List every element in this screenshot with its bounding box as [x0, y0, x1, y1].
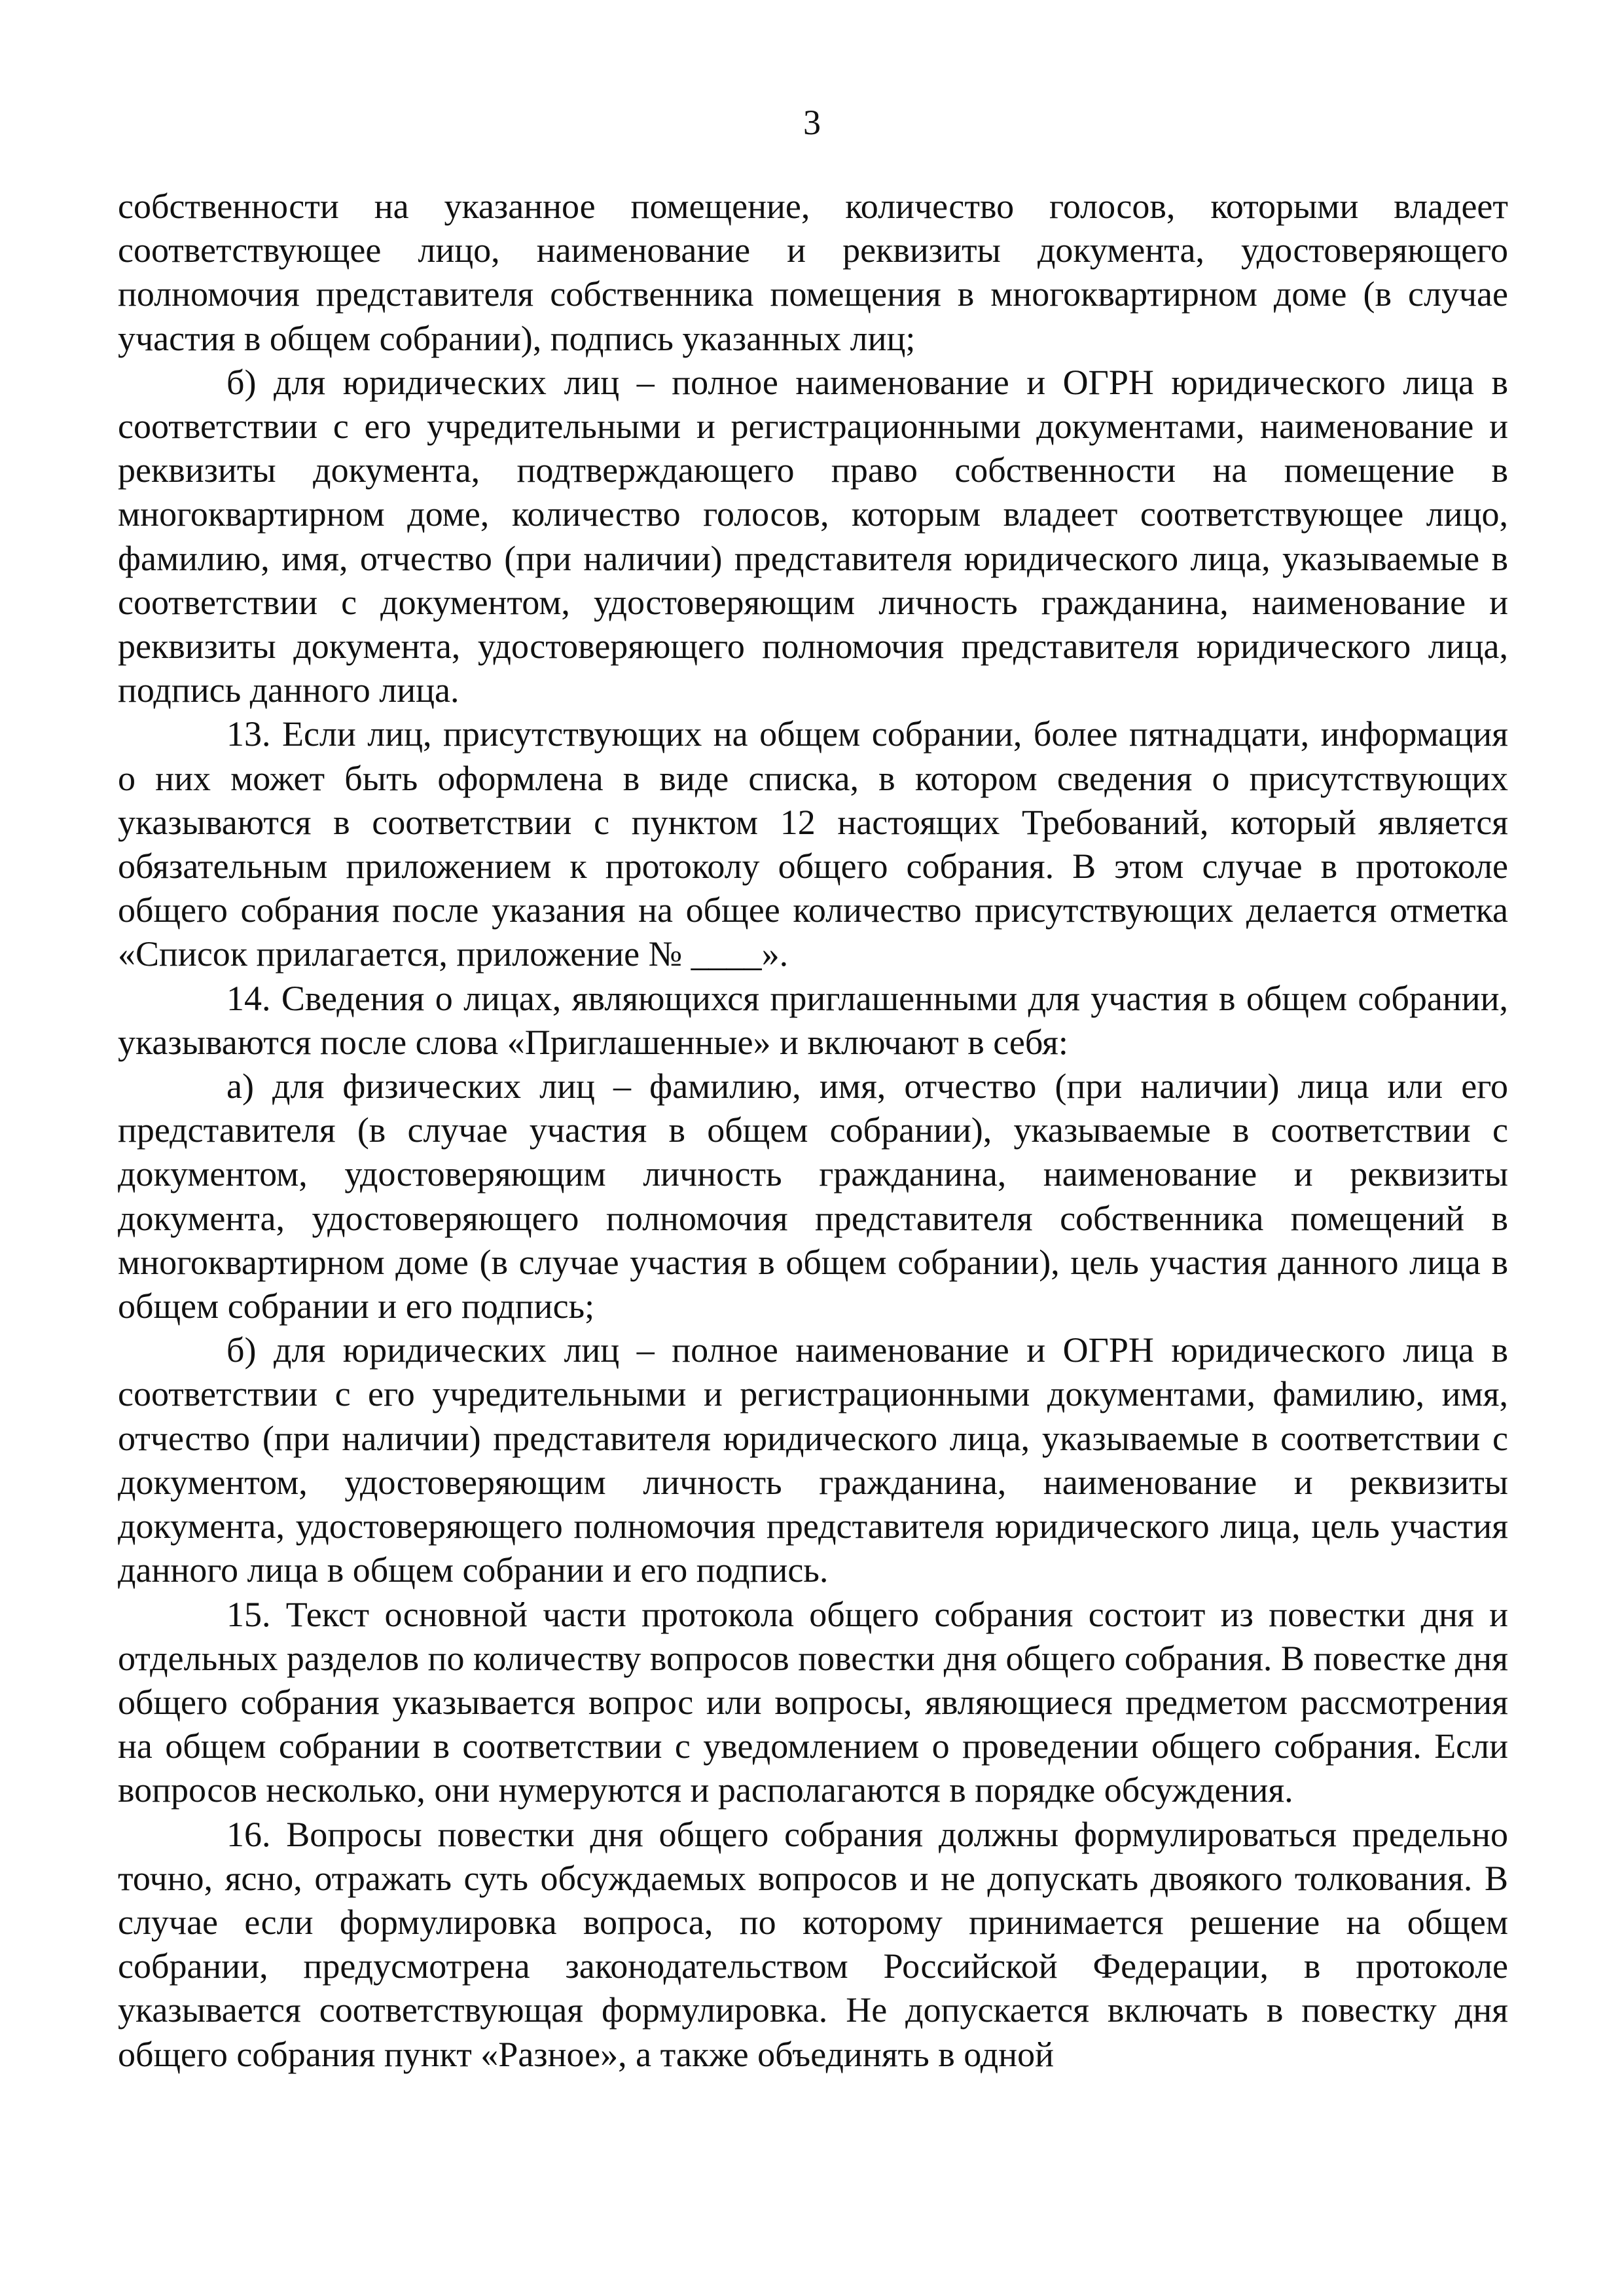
paragraph-continuation: собственности на указанное помещение, количество голосов, которыми владеет соответствующее лицо, наименование и реквизиты документа, удостоверяющего полномочия представителя собственника помещения в многоквартирном доме (в случае участия в общем собрании), подпись указанных лиц;: [118, 187, 1508, 358]
paragraph-15: 15. Текст основной части протокола общего собрания состоит из повестки дня и отдельных разделов по количеству вопросов повестки дня общего собрания. В повестке дня общего собрания указывается вопрос или вопросы, являющиеся предметом рассмотрения на общем собрании в соответствии с уведомлением о проведении общего собрания. Если вопросов несколько, они нумеруются и располагаются в порядке обсуждения.: [118, 1594, 1508, 1810]
document-body: [118, 185, 1508, 2077]
page-number: 3: [803, 103, 821, 142]
paragraph-14: 14. Сведения о лицах, являющихся приглашенными для участия в общем собрании, указываются после слова «Приглашенные» и включают в себя:: [118, 978, 1508, 1062]
paragraph-13: 13. Если лиц, присутствующих на общем собрании, более пятнадцати, информация о них может быть оформлена в виде списка, в котором сведения о присутствующих указываются в соответствии с пунктом 12 настоящих Требований, который является обязательным приложением к протоколу общего собрания. В этом случае в протоколе общего собрания после указания на общее количество присутствующих делается отметка «Список прилагается, приложение № ____».: [118, 714, 1508, 974]
paragraph-14b: б) для юридических лиц – полное наименование и ОГРН юридического лица в соответствии с его учредительными и регистрационными документами, фамилию, имя, отчество (при наличии) представителя юридического лица, указываемые в соответствии с документом, удостоверяющим личность гражданина, наименование и реквизиты документа, удостоверяющего полномочия представителя юридического лица, цель участия данного лица в общем собрании и его подпись.: [118, 1330, 1508, 1590]
paragraph-12b: б) для юридических лиц – полное наименование и ОГРН юридического лица в соответствии с его учредительными и регистрационными документами, наименование и реквизиты документа, подтверждающего право собственности на помещение в многоквартирном доме, количество голосов, которым владеет соответствующее лицо, фамилию, имя, отчество (при наличии) представителя юридического лица, указываемые в соответствии с документом, удостоверяющим личность гражданина, наименование и реквизиты документа, удостоверяющего полномочия представителя юридического лица, подпись данного лица.: [118, 362, 1508, 710]
paragraph-14a: а) для физических лиц – фамилию, имя, отчество (при наличии) лица или его представителя (в случае участия в общем собрании), указываемые в соответствии с документом, удостоверяющим личность гражданина, наименование и реквизиты документа, удостоверяющего полномочия представителя собственника помещений в многоквартирном доме (в случае участия в общем собрании), цель участия данного лица в общем собрании и его подпись;: [118, 1066, 1508, 1326]
paragraph-16: 16. Вопросы повестки дня общего собрания должны формулироваться предельно точно, ясно, отражать суть обсуждаемых вопросов и не допускать двоякого толкования. В случае если формулировка вопроса, по которому принимается решение на общем собрании, предусмотрена законодательством Российской Федерации, в протоколе указывается соответствующая формулировка. Не допускается включать в повестку дня общего собрания пункт «Разное», а также объединять в одной: [118, 1814, 1508, 2074]
